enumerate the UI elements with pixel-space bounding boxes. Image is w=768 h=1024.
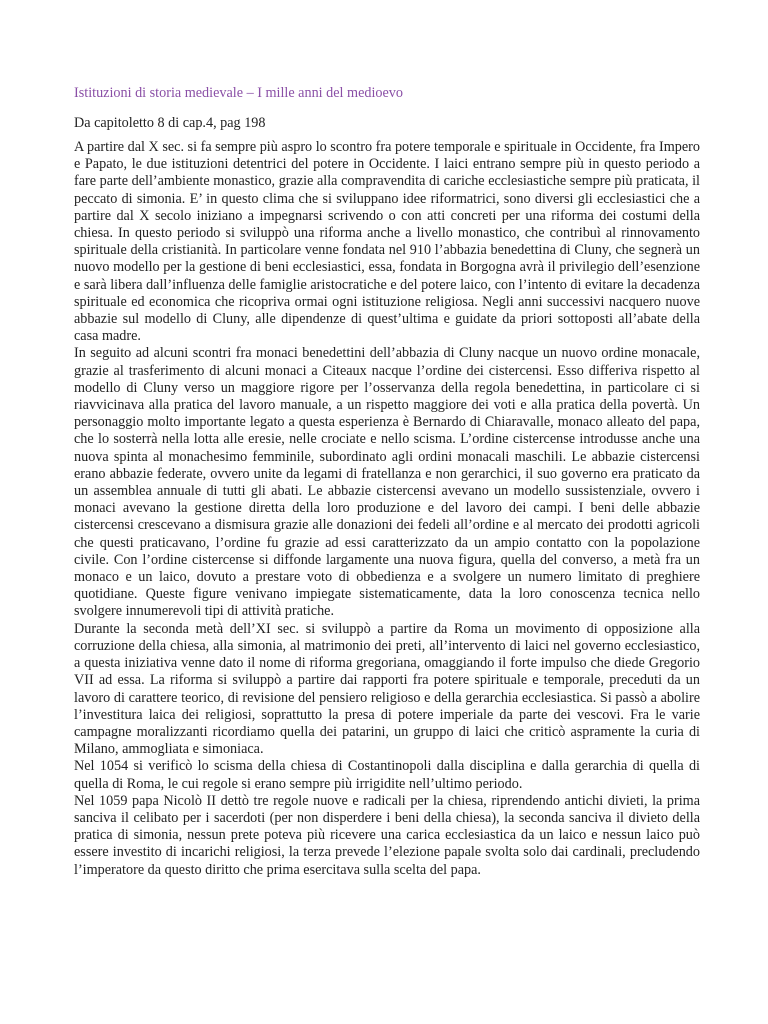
document-subtitle: Da capitoletto 8 di cap.4, pag 198 [74, 115, 266, 131]
paragraph-cistercensi: In seguito ad alcuni scontri fra monaci benedettini dell’abbazia di Cluny nacque un nuovo ordine monacale, grazie al trasferimento di alcuni monaci a Citeaux nacque l’ordine dei cistercensi. Esso differiva rispetto al modello di Cluny verso un maggiore rigore per l’osservanza della regola benedettina, in particolare ci si riavvicinava alla pratica del lavoro manuale, a un rispetto maggiore dei voti e alla pratica della povertà. Un personaggio molto importante legato a questa esperienza è Bernardo di Chiaravalle, monaco alleato del papa, che lo sosterrà nella lotta alle eresie, nelle crociate e nello scisma. L’ordine cistercense introdusse anche una nuova spinta al monachesimo femminile, subordinato agli ordini monacali maschili. Le abbazie cistercensi erano abbazie federate, ovvero unite da legami di fratellanza e non gerarchici, il suo governo era praticato da un assemblea annuale di tutti gli abati. Le abbazie cistercensi avevano un modello sussistenziale, ovvero i monaci avevano la gestione diretta della loro produzione e del lavoro dei campi. I beni delle abbazie cistercensi crescevano a dismisura grazie alle donazioni dei fedeli all’ordine e al mercato dei prodotti agricoli che questi praticavano, l’ordine fu grazie ad essi caratterizzato da un ampio contatto con la popolazione civile. Con l’ordine cistercense si diffonde largamente una nuova figura, quella del converso, a metà fra un monaco e un laico, dovuto a prestare voto di obbedienza e a svolgere un numero limitato di preghiere quotidiane. Queste figure venivano impiegate sistematicamente, data la loro conoscenza tecnica nello svolgere innumerevoli tipi di attività pratiche. [74, 345, 700, 620]
document-body [74, 139, 700, 879]
document-title: Istituzioni di storia medievale – I mille anni del medioevo [74, 85, 403, 101]
paragraph-cluny: A partire dal X sec. si fa sempre più aspro lo scontro fra potere temporale e spirituale in Occidente, fra Impero e Papato, le due istituzioni detentrici del potere in Occidente. I laici entrano sempre più in questo periodo a fare parte dell’ambiente monastico, grazie alla compravendita di cariche ecclesiastiche sempre più praticata, il peccato di simonia. E’ in questo clima che si sviluppano idee riformatrici, sono diversi gli ecclesiastici che a partire dal X secolo iniziano a impegnarsi scrivendo o con atti concreti per una riforma dei costumi della chiesa. In questo periodo si sviluppò una riforma anche a livello monastico, che contribuì al rinnovamento spirituale della cristianità. In particolare venne fondata nel 910 l’abbazia benedettina di Cluny, che segnerà un nuovo modello per la gestione di beni ecclesiastici, essa, fondata in Borgogna avrà il privilegio dell’esenzione e sarà libera dall’influenza delle famiglie aristocratiche e del potere laico, con l’intento di evitare la decadenza spirituale ed economica che ricopriva ormai ogni istituzione religiosa. Negli anni successivi nacquero nuove abbazie sul modello di Cluny, alle dipendenze di quest’ultima e guidate da priori sottoposti all’abate della casa madre. [74, 139, 700, 345]
document-page [74, 84, 700, 879]
paragraph-scisma-1054: Nel 1054 si verificò lo scisma della chiesa di Costantinopoli dalla disciplina e dalla gerarchia di quella di quella di Roma, le cui regole si erano sempre più irrigidite nell’ultimo periodo. [74, 758, 700, 792]
paragraph-riforma-gregoriana: Durante la seconda metà dell’XI sec. si sviluppò a partire da Roma un movimento di opposizione alla corruzione della chiesa, alla simonia, al matrimonio dei preti, all’intervento di laici nel governo ecclesiastico, a questa iniziativa venne dato il nome di riforma gregoriana, omaggiando il forte impulso che diede Gregorio VII ad essa. La riforma si sviluppò a partire dai rapporti fra potere spirituale e temporale, preceduti da un lavoro di carattere teorico, di revisione del pensiero religioso e della gerarchia ecclesiastica. Si passò a abolire l’investitura laica dei religiosi, soprattutto la presa di potere imperiale da parte dei vescovi. Fra le varie campagne moralizzanti ricordiamo quella dei patarini, un gruppo di laici che criticò aspramente la curia di Milano, ammogliata e simoniaca. [74, 620, 700, 758]
paragraph-nicolo-ii-1059: Nel 1059 papa Nicolò II dettò tre regole nuove e radicali per la chiesa, riprendendo antichi divieti, la prima sanciva il celibato per i sacerdoti (per non disperdere i beni della chiesa), la seconda sanciva il divieto della pratica di simonia, nessun prete poteva più ricevere una carica ecclesiastica da un laico e nessun laico può essere investito di incarichi religiosi, la terza prevede l’elezione papale svolta solo dai cardinali, precludendo l’imperatore da questo diritto che prima esercitava sulla scelta del papa. [74, 792, 700, 878]
